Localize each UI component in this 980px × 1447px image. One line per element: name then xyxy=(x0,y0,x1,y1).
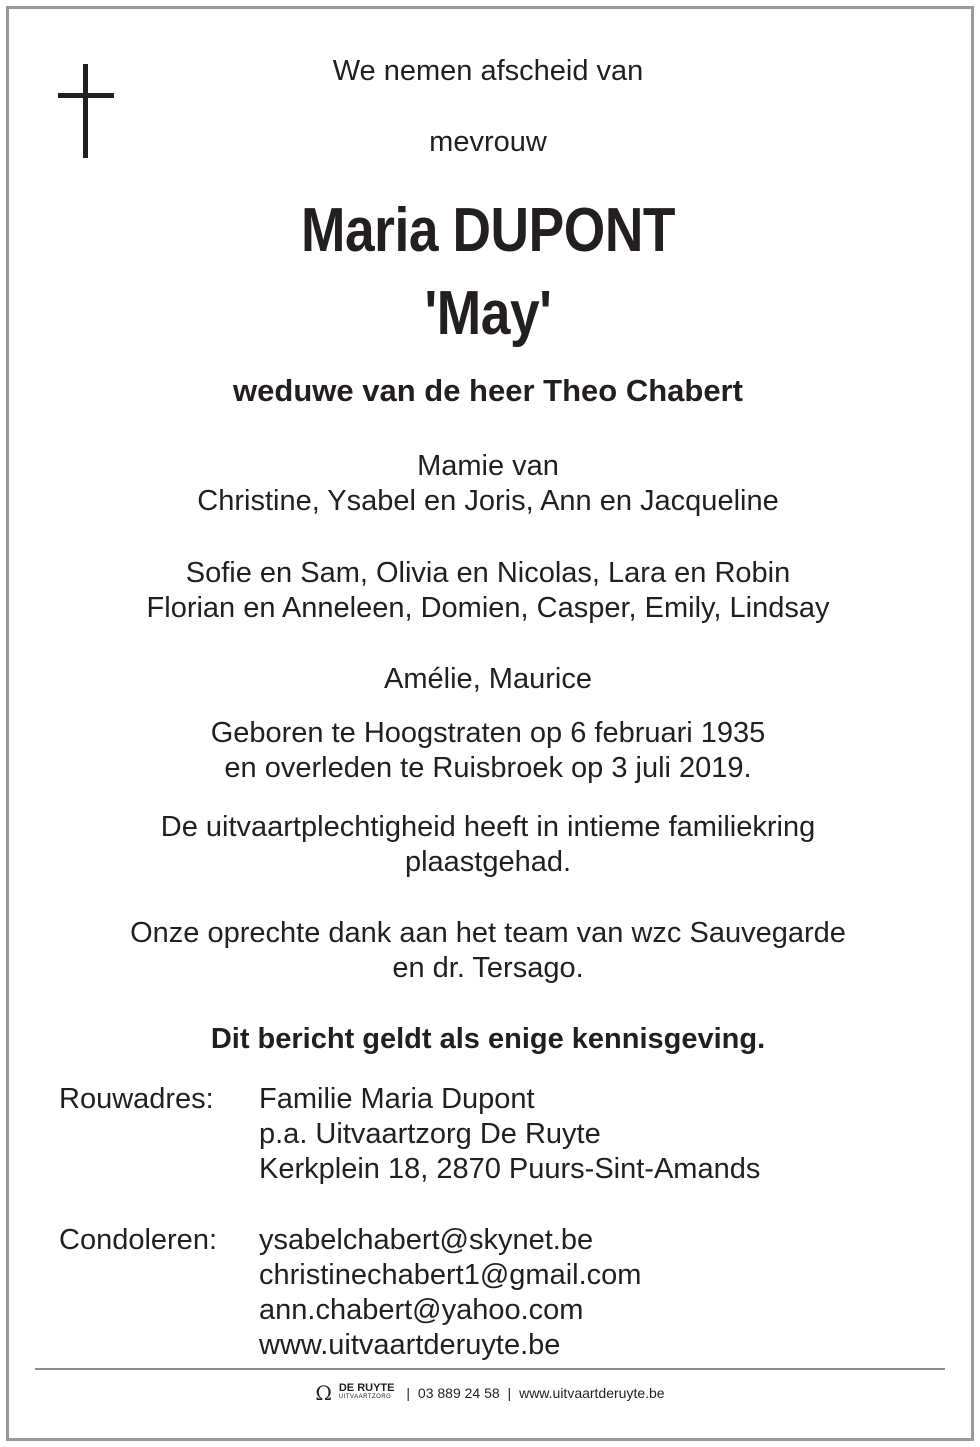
footer-phone[interactable]: 03 889 24 58 xyxy=(417,1385,500,1402)
birth-text: Geboren te Hoogstraten op 6 februari 1935 xyxy=(210,717,766,749)
footer-separator: | xyxy=(507,1385,512,1402)
footer xyxy=(0,1381,980,1406)
condolences-label: Condoleren: xyxy=(59,1224,217,1256)
deceased-nickname: 'May' xyxy=(424,279,552,348)
condolence-email[interactable]: ysabelchabert@skynet.be xyxy=(259,1224,594,1256)
footer-website-link[interactable]: www.uitvaartderuyte.be xyxy=(519,1385,665,1402)
cross-horizontal-bar xyxy=(58,93,114,98)
omega-logo-icon: Ω xyxy=(315,1381,332,1406)
address-line: Familie Maria Dupont xyxy=(259,1083,535,1115)
intro-text: We nemen afscheid van xyxy=(332,55,644,87)
logo-name: DE RUYTE xyxy=(338,1382,395,1395)
thanks-line-1: Onze oprechte dank aan het team van wzc Sauvegarde xyxy=(130,917,846,949)
deceased-name: Maria DUPONT xyxy=(300,196,676,265)
death-text: en overleden te Ruisbroek op 3 juli 2019. xyxy=(224,752,752,784)
thanks-line-2: en dr. Tersago. xyxy=(392,952,584,984)
salutation-text: mevrouw xyxy=(429,126,547,158)
ceremony-line-1: De uitvaartplechtigheid heeft in intieme familiekring xyxy=(160,811,816,843)
footer-separator: | xyxy=(406,1385,411,1402)
notice-statement: Dit bericht geldt als enige kennisgeving. xyxy=(210,1023,766,1055)
ceremony-line-2: plaastgehad. xyxy=(404,846,572,878)
address-line: p.a. Uitvaartzorg De Ruyte xyxy=(259,1118,601,1150)
condolence-email[interactable]: ann.chabert@yahoo.com xyxy=(259,1294,584,1326)
grandmother-label: Mamie van xyxy=(417,450,559,482)
condolence-email[interactable]: christinechabert1@gmail.com xyxy=(259,1259,642,1291)
condolence-website-link[interactable]: www.uitvaartderuyte.be xyxy=(259,1329,561,1361)
grandchildren-line-1: Sofie en Sam, Olivia en Nicolas, Lara en Robin xyxy=(185,557,791,589)
widow-of-text: weduwe van de heer Theo Chabert xyxy=(233,373,743,408)
mourning-address-lines xyxy=(259,1082,760,1187)
grandchildren-line-2: Florian en Anneleen, Domien, Casper, Emily, Lindsay xyxy=(146,592,830,624)
children-list: Christine, Ysabel en Joris, Ann en Jacqueline xyxy=(197,485,779,517)
mourning-address-label: Rouwadres: xyxy=(59,1083,214,1115)
footer-divider xyxy=(35,1368,945,1370)
condolences-lines xyxy=(259,1223,641,1363)
funeral-home-logo xyxy=(339,1384,395,1402)
logo-subtitle: UITVAARTZORG xyxy=(338,1394,392,1401)
great-grandchildren: Amélie, Maurice xyxy=(384,663,592,695)
address-line: Kerkplein 18, 2870 Puurs-Sint-Amands xyxy=(259,1153,761,1185)
